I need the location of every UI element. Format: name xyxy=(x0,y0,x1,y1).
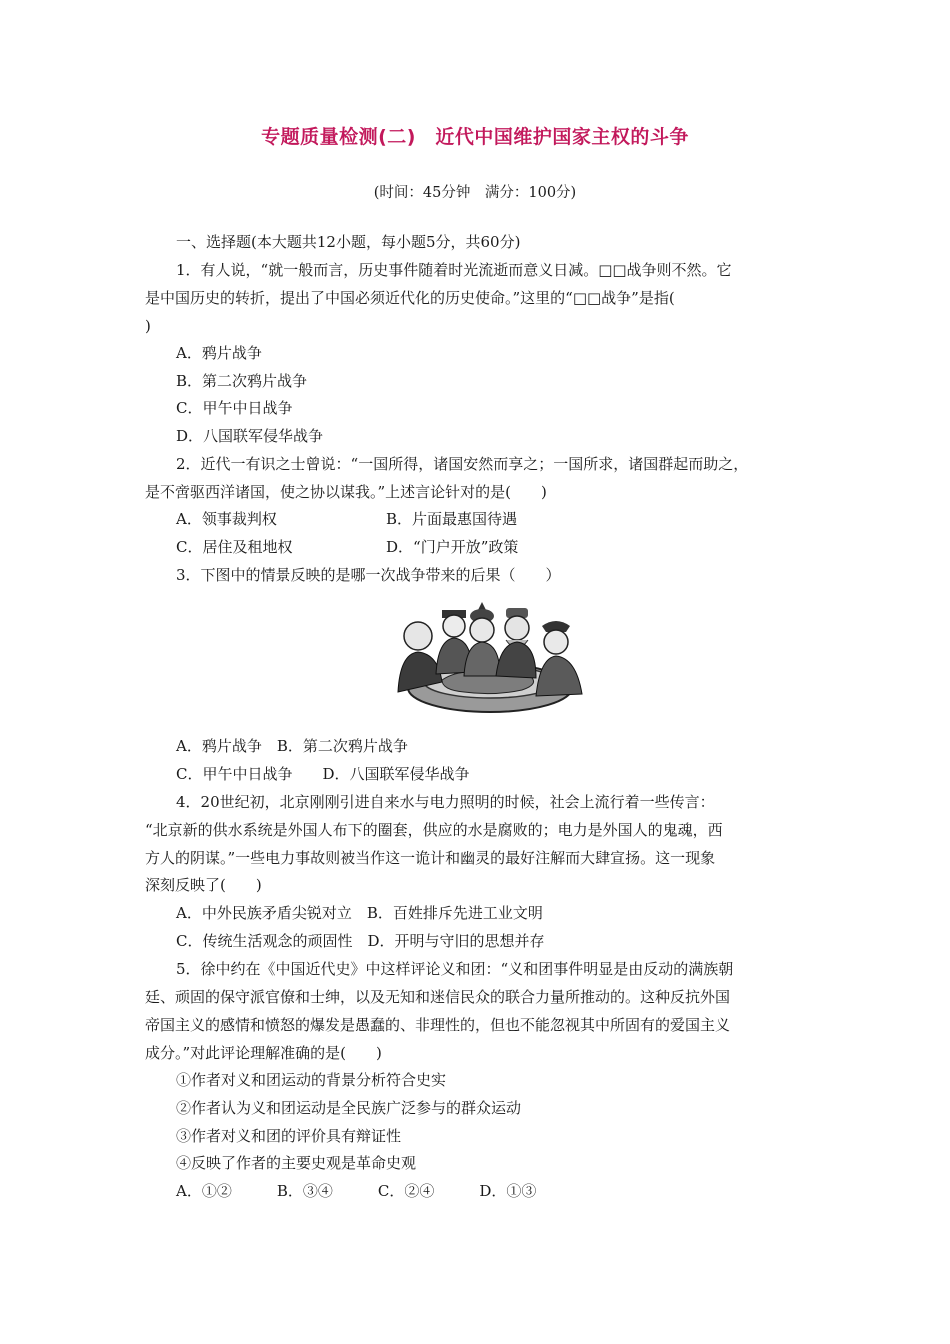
question-4-options-row-1: A．中外民族矛盾尖锐对立 B．百姓排斥先进工业文明 xyxy=(176,904,543,922)
question-5-line-2: 廷、顽固的保守派官僚和士绅，以及无知和迷信民众的联合力量所推动的。这种反抗外国 xyxy=(145,988,731,1006)
question-2-options-row-1 xyxy=(176,509,776,529)
question-2-option-b: B．片面最惠国待遇 xyxy=(386,510,518,528)
question-4-options-row-2: C．传统生活观念的顽固性 D．开明与守旧的思想并存 xyxy=(176,932,545,950)
question-1-line-3: ) xyxy=(145,317,151,335)
question-1-option-c: C．甲午中日战争 xyxy=(176,399,293,417)
question-4-line-1: 4．20世纪初，北京刚刚引进自来水与电力照明的时候，社会上流行着一些传言： xyxy=(176,793,715,811)
question-2-option-d: D．“门户开放”政策 xyxy=(386,538,519,556)
question-1-option-a: A．鸦片战争 xyxy=(176,344,262,362)
question-1-option-b: B．第二次鸦片战争 xyxy=(176,372,308,390)
question-5-options: A．①② B．③④ C．②④ D．①③ xyxy=(176,1182,537,1200)
question-5-line-4: 成分。”对此评论理解准确的是( ) xyxy=(145,1044,382,1062)
question-5-statement-2: ②作者认为义和团运动是全民族广泛参与的群众运动 xyxy=(176,1099,522,1117)
cartoon-illustration xyxy=(390,596,590,718)
question-2-option-a: A．领事裁判权 xyxy=(176,510,277,528)
question-4-line-3: 方人的阴谋。”一些电力事故则被当作这一诡计和幽灵的最好注解而大肆宣扬。这一现象 xyxy=(145,849,716,867)
question-2-options-row-2 xyxy=(176,537,776,557)
page-title: 专题质量检测(二) 近代中国维护国家主权的斗争 xyxy=(261,126,689,148)
question-4-line-4: 深刻反映了( ) xyxy=(145,876,262,894)
question-3-options-row-1: A．鸦片战争 B．第二次鸦片战争 xyxy=(176,737,408,755)
question-4-line-2: “北京新的供水系统是外国人布下的圈套，供应的水是腐败的；电力是外国人的鬼魂，西 xyxy=(145,821,723,839)
question-3-options-row-2: C．甲午中日战争 D．八国联军侵华战争 xyxy=(176,765,470,783)
question-3-line-1: 3．下图中的情景反映的是哪一次战争带来的后果（ ） xyxy=(176,566,561,584)
page-subtitle: (时间：45分钟 满分：100分) xyxy=(373,185,577,201)
question-2-line-1: 2．近代一有识之士曾说：“一国所得，诸国安然而享之；一国所求，诸国群起而助之， xyxy=(176,455,749,473)
question-5-statement-3: ③作者对义和团的评价具有辩证性 xyxy=(176,1127,402,1145)
question-5-statement-4: ④反映了作者的主要史观是革命史观 xyxy=(176,1154,417,1172)
question-2-line-2: 是不啻驱西洋诸国，使之协以谋我。”上述言论针对的是( ) xyxy=(145,483,547,501)
question-1-line-1: 1．有人说，“就一般而言，历史事件随着时光流逝而意义日减。□□战争则不然。它 xyxy=(176,261,732,279)
question-5-statement-1: ①作者对义和团运动的背景分析符合史实 xyxy=(176,1071,447,1089)
question-5-line-1: 5．徐中约在《中国近代史》中这样评论义和团：“义和团事件明显是由反动的满族朝 xyxy=(176,960,734,978)
section-heading: 一、选择题(本大题共12小题，每小题5分，共60分) xyxy=(176,233,521,251)
question-2-option-c: C．居住及租地权 xyxy=(176,538,293,556)
question-1-option-d: D．八国联军侵华战争 xyxy=(176,427,324,445)
question-5-line-3: 帝国主义的感情和愤怒的爆发是愚蠢的、非理性的，但也不能忽视其中所固有的爱国主义 xyxy=(145,1016,731,1034)
question-1-line-2: 是中国历史的转折，提出了中国必须近代化的历史使命。”这里的“□□战争”是指( xyxy=(145,289,675,307)
